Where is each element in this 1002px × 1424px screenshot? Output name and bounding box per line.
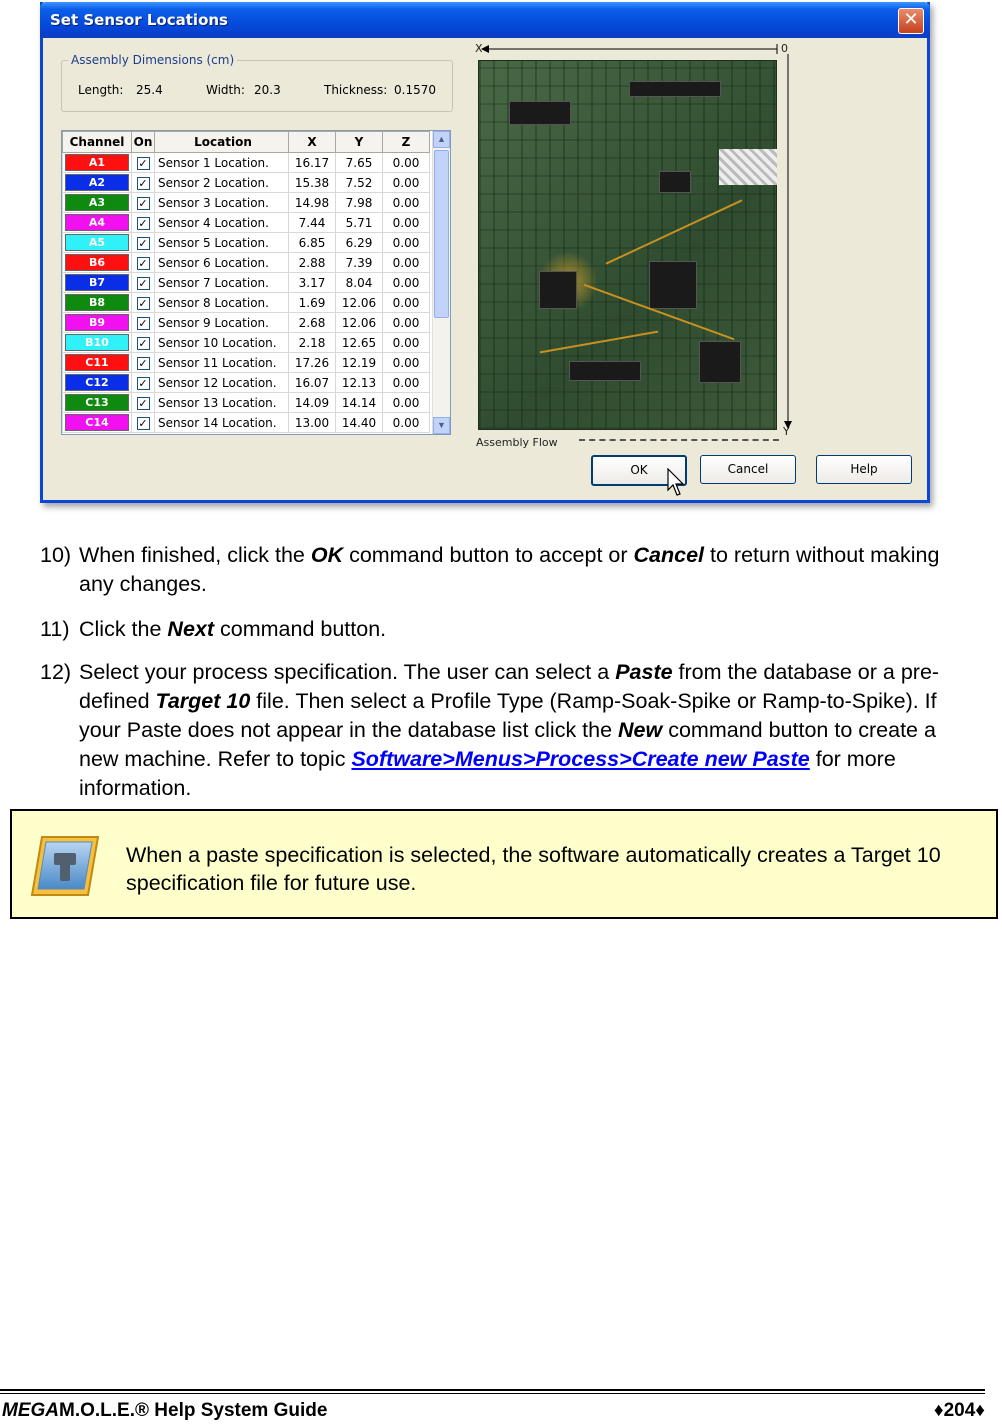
table-row[interactable] [63, 353, 430, 373]
x-cell[interactable]: 7.44 [289, 213, 336, 233]
x-cell[interactable]: 16.07 [289, 373, 336, 393]
channel-badge: B9 [65, 314, 129, 331]
y-cell[interactable]: 5.71 [336, 213, 383, 233]
on-cell[interactable] [132, 393, 155, 413]
table-row[interactable] [63, 333, 430, 353]
width-value: 20.3 [254, 83, 281, 97]
ok-keyword: OK [310, 543, 344, 567]
y-axis-arrow [783, 54, 793, 429]
z-cell[interactable]: 0.00 [383, 313, 430, 333]
z-cell[interactable]: 0.00 [383, 153, 430, 173]
location-cell[interactable]: Sensor 12 Location. [155, 373, 289, 393]
z-cell[interactable]: 0.00 [383, 173, 430, 193]
z-cell[interactable]: 0.00 [383, 233, 430, 253]
help-button[interactable]: Help [816, 455, 912, 484]
on-cell[interactable] [132, 153, 155, 173]
on-cell[interactable] [132, 313, 155, 333]
table-row[interactable] [63, 393, 430, 413]
board-chip [659, 171, 691, 193]
z-cell[interactable]: 0.00 [383, 253, 430, 273]
dialog-titlebar[interactable] [40, 2, 930, 38]
x-cell[interactable]: 2.68 [289, 313, 336, 333]
on-checkbox[interactable]: ✓ [138, 156, 148, 170]
step-number: 12) [40, 660, 72, 684]
board-chip [629, 81, 721, 97]
thickness-value: 0.1570 [394, 83, 436, 97]
channel-cell[interactable] [63, 213, 132, 233]
footer-guide-title [2, 1400, 327, 1422]
y-cell[interactable]: 7.52 [336, 173, 383, 193]
table-row[interactable] [63, 173, 430, 193]
y-cell[interactable]: 14.40 [336, 413, 383, 433]
scroll-thumb[interactable] [434, 150, 449, 318]
location-cell[interactable]: Sensor 4 Location. [155, 213, 289, 233]
y-cell[interactable]: 12.19 [336, 353, 383, 373]
x-cell[interactable]: 15.38 [289, 173, 336, 193]
thickness-label: Thickness: [324, 83, 388, 97]
location-cell[interactable]: Sensor 1 Location. [155, 153, 289, 173]
step-text-part: command button. [214, 617, 387, 641]
channel-badge: C11 [65, 354, 129, 371]
mouse-cursor-icon [667, 468, 687, 498]
channel-badge: B6 [65, 254, 129, 271]
y-axis-label: Y [783, 425, 790, 438]
location-cell[interactable]: Sensor 9 Location. [155, 313, 289, 333]
y-cell[interactable]: 7.65 [336, 153, 383, 173]
z-cell[interactable]: 0.00 [383, 213, 430, 233]
x-cell[interactable]: 2.18 [289, 333, 336, 353]
x-cell[interactable]: 1.69 [289, 293, 336, 313]
channel-cell[interactable] [63, 393, 132, 413]
assembly-flow-label: Assembly Flow [476, 436, 558, 449]
step-text-part: to return without making any changes. [79, 543, 940, 596]
footer-rule [0, 1393, 985, 1394]
location-cell[interactable]: Sensor 13 Location. [155, 393, 289, 413]
step-text-part: command button to create a new machine. Refer to topic [79, 718, 936, 771]
note-text: When a paste specification is selected, the software automatically creates a Target 10 specification file for future use. [126, 843, 941, 895]
on-cell[interactable] [132, 273, 155, 293]
x-cell[interactable]: 3.17 [289, 273, 336, 293]
on-cell[interactable] [132, 193, 155, 213]
board-chip [569, 361, 641, 381]
channel-badge: A4 [65, 214, 129, 231]
column-header-x[interactable]: X [289, 132, 336, 153]
channel-badge: A1 [65, 154, 129, 171]
channel-badge: B7 [65, 274, 129, 291]
on-checkbox[interactable]: ✓ [138, 356, 148, 370]
table-row[interactable] [63, 253, 430, 273]
paste-keyword: Paste [615, 660, 673, 684]
step-text-part: Click the [79, 617, 168, 641]
channel-badge: A3 [65, 194, 129, 211]
cancel-keyword: Cancel [633, 543, 705, 567]
step-text-part: from the database or a pre-defined [79, 660, 940, 713]
board-foil-tape [719, 149, 777, 185]
on-checkbox[interactable]: ✓ [138, 416, 148, 430]
column-header-y[interactable]: Y [336, 132, 383, 153]
channel-badge: A5 [65, 234, 129, 251]
length-value: 25.4 [136, 83, 163, 97]
table-row[interactable] [63, 193, 430, 213]
y-cell[interactable]: 7.39 [336, 253, 383, 273]
channel-cell[interactable] [63, 413, 132, 433]
dialog-title: Set Sensor Locations [50, 11, 228, 29]
table-row[interactable] [63, 293, 430, 313]
board-chip [539, 271, 577, 309]
channel-cell[interactable] [63, 153, 132, 173]
x-cell[interactable]: 14.98 [289, 193, 336, 213]
step-text-part: When finished, click the [79, 543, 311, 567]
table-row[interactable] [63, 373, 430, 393]
location-cell[interactable]: Sensor 14 Location. [155, 413, 289, 433]
x-cell[interactable]: 13.00 [289, 413, 336, 433]
sensor-location-grid[interactable] [61, 130, 451, 435]
channel-cell[interactable] [63, 313, 132, 333]
channel-cell[interactable] [63, 233, 132, 253]
channel-cell[interactable] [63, 193, 132, 213]
on-cell[interactable] [132, 333, 155, 353]
step-number: 10) [40, 543, 72, 567]
x-cell[interactable]: 16.17 [289, 153, 336, 173]
y-cell[interactable]: 6.29 [336, 233, 383, 253]
z-cell[interactable]: 0.00 [383, 333, 430, 353]
step-number: 11) [40, 617, 70, 641]
channel-badge: C14 [65, 414, 129, 431]
channel-cell[interactable] [63, 373, 132, 393]
location-cell[interactable]: Sensor 7 Location. [155, 273, 289, 293]
location-cell[interactable]: Sensor 3 Location. [155, 193, 289, 213]
x-cell[interactable]: 14.09 [289, 393, 336, 413]
set-sensor-locations-dialog [40, 2, 930, 503]
table-row[interactable] [63, 153, 430, 173]
x-axis-label: X [475, 42, 483, 55]
x-axis-arrow [481, 44, 781, 54]
board-chip [649, 261, 697, 309]
channel-badge: B8 [65, 294, 129, 311]
location-cell[interactable]: Sensor 8 Location. [155, 293, 289, 313]
step-text-part: for more information. [79, 747, 896, 800]
channel-cell[interactable] [63, 253, 132, 273]
note-box [10, 809, 998, 919]
grid-scrollbar[interactable] [432, 131, 450, 434]
on-cell[interactable] [132, 173, 155, 193]
column-header-channel[interactable]: Channel [63, 132, 132, 153]
cancel-button[interactable]: Cancel [700, 455, 796, 484]
scroll-up-icon[interactable]: ▲ [433, 131, 450, 148]
channel-badge: C13 [65, 394, 129, 411]
z-cell[interactable]: 0.00 [383, 373, 430, 393]
y-cell[interactable]: 12.06 [336, 313, 383, 333]
channel-badge: C12 [65, 374, 129, 391]
assembly-flow-line [579, 439, 779, 441]
table-row[interactable] [63, 213, 430, 233]
thermocouple-wire [540, 331, 659, 354]
location-cell[interactable]: Sensor 10 Location. [155, 333, 289, 353]
on-checkbox[interactable]: ✓ [138, 196, 148, 210]
step-text [79, 615, 979, 644]
column-header-z[interactable]: Z [383, 132, 430, 153]
table-row[interactable] [63, 233, 430, 253]
channel-badge: B10 [65, 334, 129, 351]
y-cell[interactable]: 7.98 [336, 193, 383, 213]
y-cell[interactable]: 12.65 [336, 333, 383, 353]
y-cell[interactable]: 14.14 [336, 393, 383, 413]
on-cell[interactable] [132, 233, 155, 253]
location-cell[interactable]: Sensor 6 Location. [155, 253, 289, 273]
on-checkbox[interactable]: ✓ [138, 216, 148, 230]
x-cell[interactable]: 2.88 [289, 253, 336, 273]
location-cell[interactable]: Sensor 11 Location. [155, 353, 289, 373]
column-header-location[interactable]: Location [155, 132, 289, 153]
footer-brand: MEGA [2, 1400, 59, 1421]
channel-cell[interactable] [63, 353, 132, 373]
on-checkbox[interactable]: ✓ [138, 336, 148, 350]
on-cell[interactable] [132, 253, 155, 273]
on-checkbox[interactable]: ✓ [138, 176, 148, 190]
z-cell[interactable]: 0.00 [383, 413, 430, 433]
table-row[interactable] [63, 313, 430, 333]
x-cell[interactable]: 17.26 [289, 353, 336, 373]
next-keyword: Next [167, 617, 215, 641]
y-cell[interactable]: 12.06 [336, 293, 383, 313]
target-10-keyword: Target 10 [155, 689, 251, 713]
note-icon [28, 833, 102, 899]
z-cell[interactable]: 0.00 [383, 273, 430, 293]
step-text-part: command button to accept or [343, 543, 634, 567]
width-label: Width: [206, 83, 245, 97]
on-cell[interactable] [132, 373, 155, 393]
close-icon[interactable]: ✕ [898, 8, 924, 34]
circuit-board-image [478, 60, 777, 430]
grid-header-row [63, 132, 430, 153]
column-header-on[interactable]: On [132, 132, 155, 153]
channel-cell[interactable] [63, 273, 132, 293]
on-cell[interactable] [132, 413, 155, 433]
table-row[interactable] [63, 273, 430, 293]
channel-cell[interactable] [63, 293, 132, 313]
scroll-down-icon[interactable]: ▼ [433, 417, 450, 434]
board-chip [699, 341, 741, 383]
on-checkbox[interactable]: ✓ [138, 256, 148, 270]
z-cell[interactable]: 0.00 [383, 193, 430, 213]
y-cell[interactable]: 12.13 [336, 373, 383, 393]
y-cell[interactable]: 8.04 [336, 273, 383, 293]
channel-cell[interactable] [63, 333, 132, 353]
on-cell[interactable] [132, 213, 155, 233]
axis-origin-label: 0 [781, 42, 788, 55]
z-cell[interactable]: 0.00 [383, 353, 430, 373]
footer-rule [0, 1389, 985, 1391]
location-cell[interactable]: Sensor 2 Location. [155, 173, 289, 193]
on-checkbox[interactable]: ✓ [138, 276, 148, 290]
table-row[interactable] [63, 413, 430, 433]
step-text [79, 541, 979, 599]
x-cell[interactable]: 6.85 [289, 233, 336, 253]
board-chip [509, 101, 571, 125]
z-cell[interactable]: 0.00 [383, 293, 430, 313]
step-text [79, 658, 979, 803]
on-checkbox[interactable]: ✓ [138, 316, 148, 330]
location-cell[interactable]: Sensor 5 Location. [155, 233, 289, 253]
length-label: Length: [78, 83, 124, 97]
on-checkbox[interactable]: ✓ [138, 236, 148, 250]
ok-button[interactable]: OK [591, 455, 687, 486]
z-cell[interactable]: 0.00 [383, 393, 430, 413]
channel-badge: A2 [65, 174, 129, 191]
on-cell[interactable] [132, 293, 155, 313]
step-text-part: file. Then select a Profile Type (Ramp-Soak-Spike or Ramp-to-Spike). If your Paste does not appear in the database list click the [79, 689, 937, 742]
footer-page-number: ♦204♦ [933, 1400, 985, 1421]
on-cell[interactable] [132, 353, 155, 373]
create-new-paste-link[interactable]: Software>Menus>Process>Create new Paste [351, 747, 810, 771]
step-text-part: Select your process specification. The user can select a [79, 660, 616, 684]
assembly-dimensions-label: Assembly Dimensions (cm) [68, 53, 237, 67]
footer-title-rest: M.O.L.E.® Help System Guide [59, 1400, 328, 1421]
thermocouple-wire [606, 199, 743, 264]
channel-cell[interactable] [63, 173, 132, 193]
new-keyword: New [618, 718, 663, 742]
assembly-dimensions-group [61, 53, 453, 112]
on-checkbox[interactable]: ✓ [138, 396, 148, 410]
on-checkbox[interactable]: ✓ [138, 376, 148, 390]
on-checkbox[interactable]: ✓ [138, 296, 148, 310]
